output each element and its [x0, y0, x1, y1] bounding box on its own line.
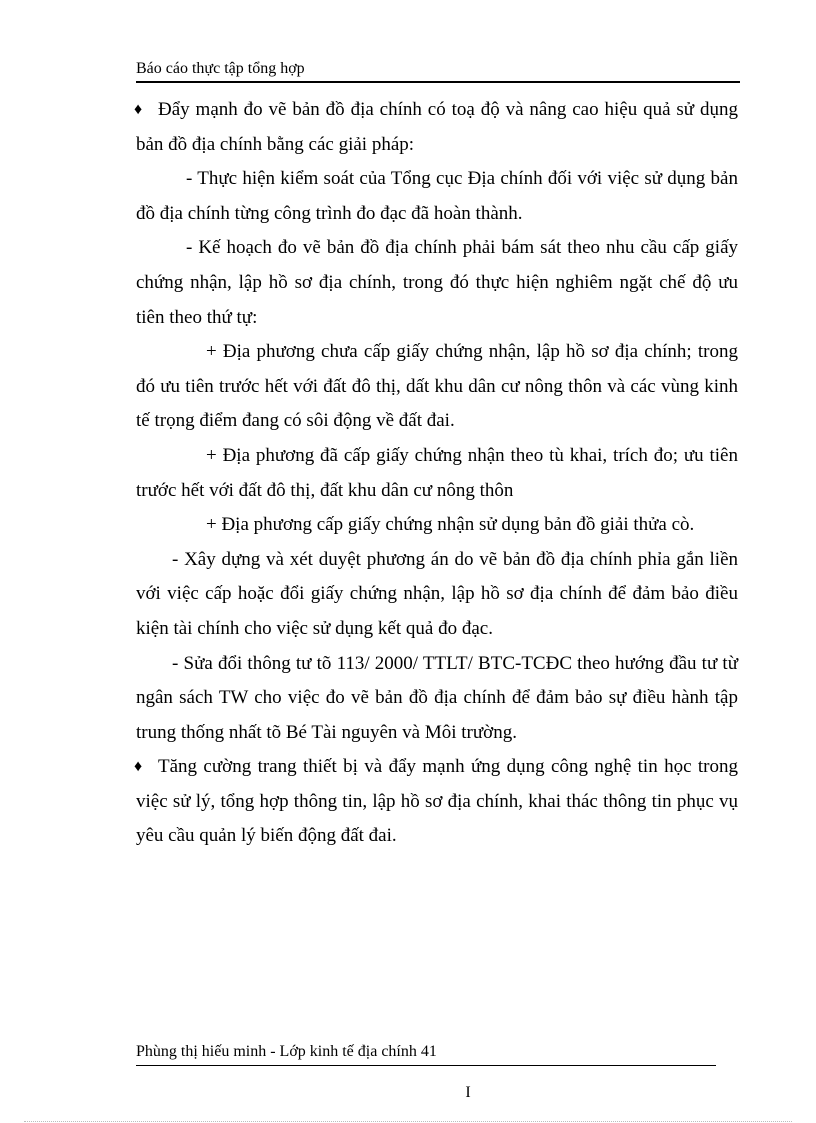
plus-paragraph [136, 335, 738, 439]
page-footer: Phùng thị hiếu minh - Lớp kinh tế địa chính 41 [136, 1041, 716, 1066]
paragraph-text: Tăng cường trang thiết bị và đẩy mạnh ứng dụng công nghệ tin học trong việc sử lý, tổng hợp thông tin, lập hồ sơ địa chính, khai thác thông tin phục vụ yêu cầu quản lý biến động đất đai. [136, 756, 738, 847]
page-header: Báo cáo thực tập tổng hợp [136, 58, 740, 83]
diamond-bullet-icon: ♦ [134, 758, 143, 776]
body-text [136, 93, 738, 854]
paragraph-text: - Sửa đổi thông tư tõ 113/ 2000/ TTLT/ BTC-TCĐC theo hướng đầu tư từ ngân sách TW cho việc đo vẽ bản đồ địa chính để đảm bảo sự điều hành tập trung thống nhất tõ Bé Tài nguyên và Môi trường. [136, 652, 738, 743]
paragraph-text: + Địa phương chưa cấp giấy chứng nhận, lập hồ sơ địa chính; trong đó ưu tiên trước hết với đất đô thị, dất khu dân cư nông thôn và các vùng kinh tế trọng điểm đang có sôi động về đất đai. [136, 341, 738, 432]
paragraph-text: Đẩy mạnh đo vẽ bản đồ địa chính có toạ độ và nâng cao hiệu quả sử dụng bản đồ địa chính bằng các giải pháp: [136, 99, 738, 155]
bullet-paragraph [136, 750, 738, 854]
page-number: I [465, 1084, 471, 1101]
dash-paragraph [136, 647, 738, 751]
paragraph-text: - Kế hoạch đo vẽ bản đồ địa chính phải bám sát theo nhu cầu cấp giấy chứng nhận, lập hồ sơ địa chính, trong đó thực hiện nghiêm ngặt chế độ ưu tiên theo thứ tự: [136, 237, 738, 328]
bullet-paragraph [136, 93, 738, 162]
dash-paragraph [136, 162, 738, 231]
diamond-bullet-icon: ♦ [134, 101, 143, 118]
paragraph-text: - Thực hiện kiểm soát của Tổng cục Địa chính đối với việc sử dụng bản đồ địa chính từng công trình đo đạc đã hoàn thành. [136, 168, 738, 224]
page-bottom-divider [24, 1121, 792, 1122]
dash-paragraph [136, 231, 738, 335]
plus-paragraph [136, 439, 738, 508]
plus-paragraph [136, 508, 738, 543]
dash-paragraph [136, 543, 738, 647]
paragraph-text: - Xây dựng và xét duyệt phương án do vẽ bản đồ địa chính phỉa gắn liền với việc cấp hoặc đổi giấy chứng nhận, lập hồ sơ địa chính để đảm bảo điều kiện tài chính cho việc sử dụng kết quả đo đạc. [136, 548, 738, 639]
paragraph-text: + Địa phương đã cấp giấy chứng nhận theo tù khai, trích đo; ưu tiên trước hết với đất đô thị, đất khu dân cư nông thôn [136, 444, 738, 501]
paragraph-text: + Địa phương cấp giấy chứng nhận sử dụng bản đồ giải thửa cò. [206, 514, 695, 536]
